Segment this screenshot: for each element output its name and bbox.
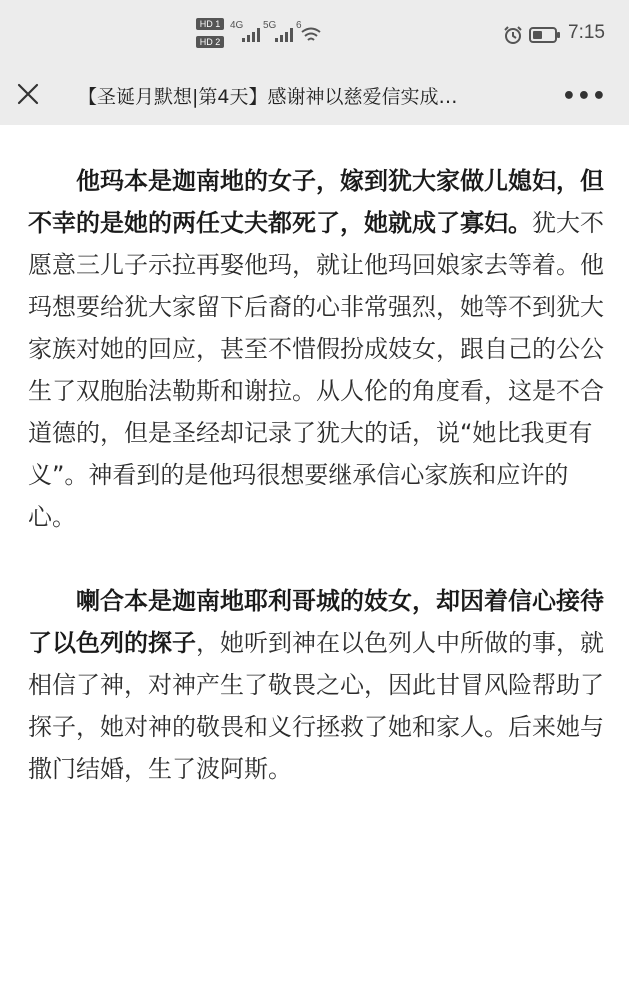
close-icon[interactable]	[14, 80, 42, 108]
hd2-badge: HD 2	[196, 36, 224, 48]
paragraph-tamar-bold: 他玛本是迦南地的女子，嫁到犹大家做儿媳妇，但不幸的是她的两任丈夫都死了，她就成了寡妇。	[28, 167, 604, 237]
alarm-icon	[503, 25, 523, 45]
signal2-icon	[275, 28, 293, 42]
status-time: 7:15	[568, 22, 605, 43]
wifi-label: 6	[296, 20, 302, 31]
battery-icon	[529, 27, 561, 43]
paragraph-tamar	[28, 160, 606, 538]
signal1-label: 4G	[230, 20, 244, 31]
hd1-badge: HD 1	[196, 18, 224, 30]
page-title: 【圣诞月默想|第4天】感谢神以慈爱信实成…	[78, 86, 458, 108]
signal2-label: 5G	[263, 20, 277, 31]
more-options-button[interactable]: •••	[561, 84, 607, 109]
status-bar	[0, 0, 629, 70]
article-content	[28, 160, 606, 832]
paragraph-rahab-bold: 喇合本是迦南地耶利哥城的妓女，却因着信心接待了以色列的探子	[28, 587, 604, 657]
wifi-icon	[300, 26, 322, 44]
paragraph-rahab	[28, 580, 606, 790]
signal1-icon	[242, 28, 260, 42]
paragraph-rahab-text: ，她听到神在以色列人中所做的事，就相信了神，对神产生了敬畏之心，因此甘冒风险帮助了探子，她对神的敬畏和义行拯救了她和家人。后来她与撒门结婚，生了波阿斯。	[28, 629, 604, 783]
paragraph-tamar-text: 犹大不愿意三儿子示拉再娶他玛，就让他玛回娘家去等着。他玛想要给犹大家留下后裔的心非常强烈，她等不到犹大家族对她的回应，甚至不惜假扮成妓女，跟自己的公公生了双胞胎法勒斯和谢拉。从人伦的角度看，这是不合道德的，但是圣经却记录了犹大的话，说“她比我更有义”。神看到的是他玛很想要继承信心家族和应许的心。	[28, 209, 604, 531]
